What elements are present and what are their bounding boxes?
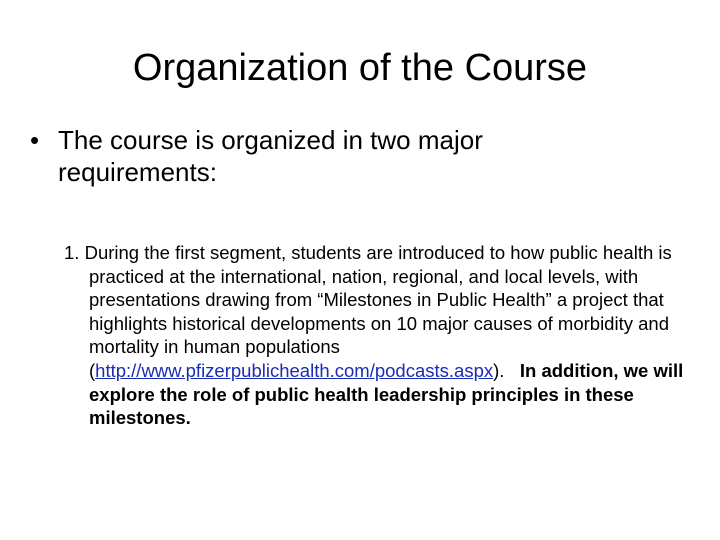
bold-statement: In addition, we will explore the role of public health leadership principles in these milestones. (89, 359, 684, 429)
podcasts-link[interactable]: http://www.pfizerpublichealth.com/podcasts.aspx (95, 359, 494, 381)
item-text: During the first segment, students are introduced to how public health is practiced at the international, nation, regional, and local levels, with presentations drawing from “Milestones in Public Health” a project that highlights historical developments on 10 major causes of morbidity and mortality in human populations (84, 242, 672, 358)
numbered-item-1 (64, 241, 704, 430)
bullet-marker: • (30, 125, 40, 155)
paren-close: ). (493, 359, 505, 381)
numbered-item-content (64, 241, 704, 430)
item-number: 1. (64, 242, 80, 263)
bullet-item (30, 124, 670, 188)
paren-open: ( (89, 359, 96, 381)
slide-title: Organization of the Course (132, 47, 588, 89)
bullet-text: The course is organized in two major requirements: (58, 125, 483, 187)
